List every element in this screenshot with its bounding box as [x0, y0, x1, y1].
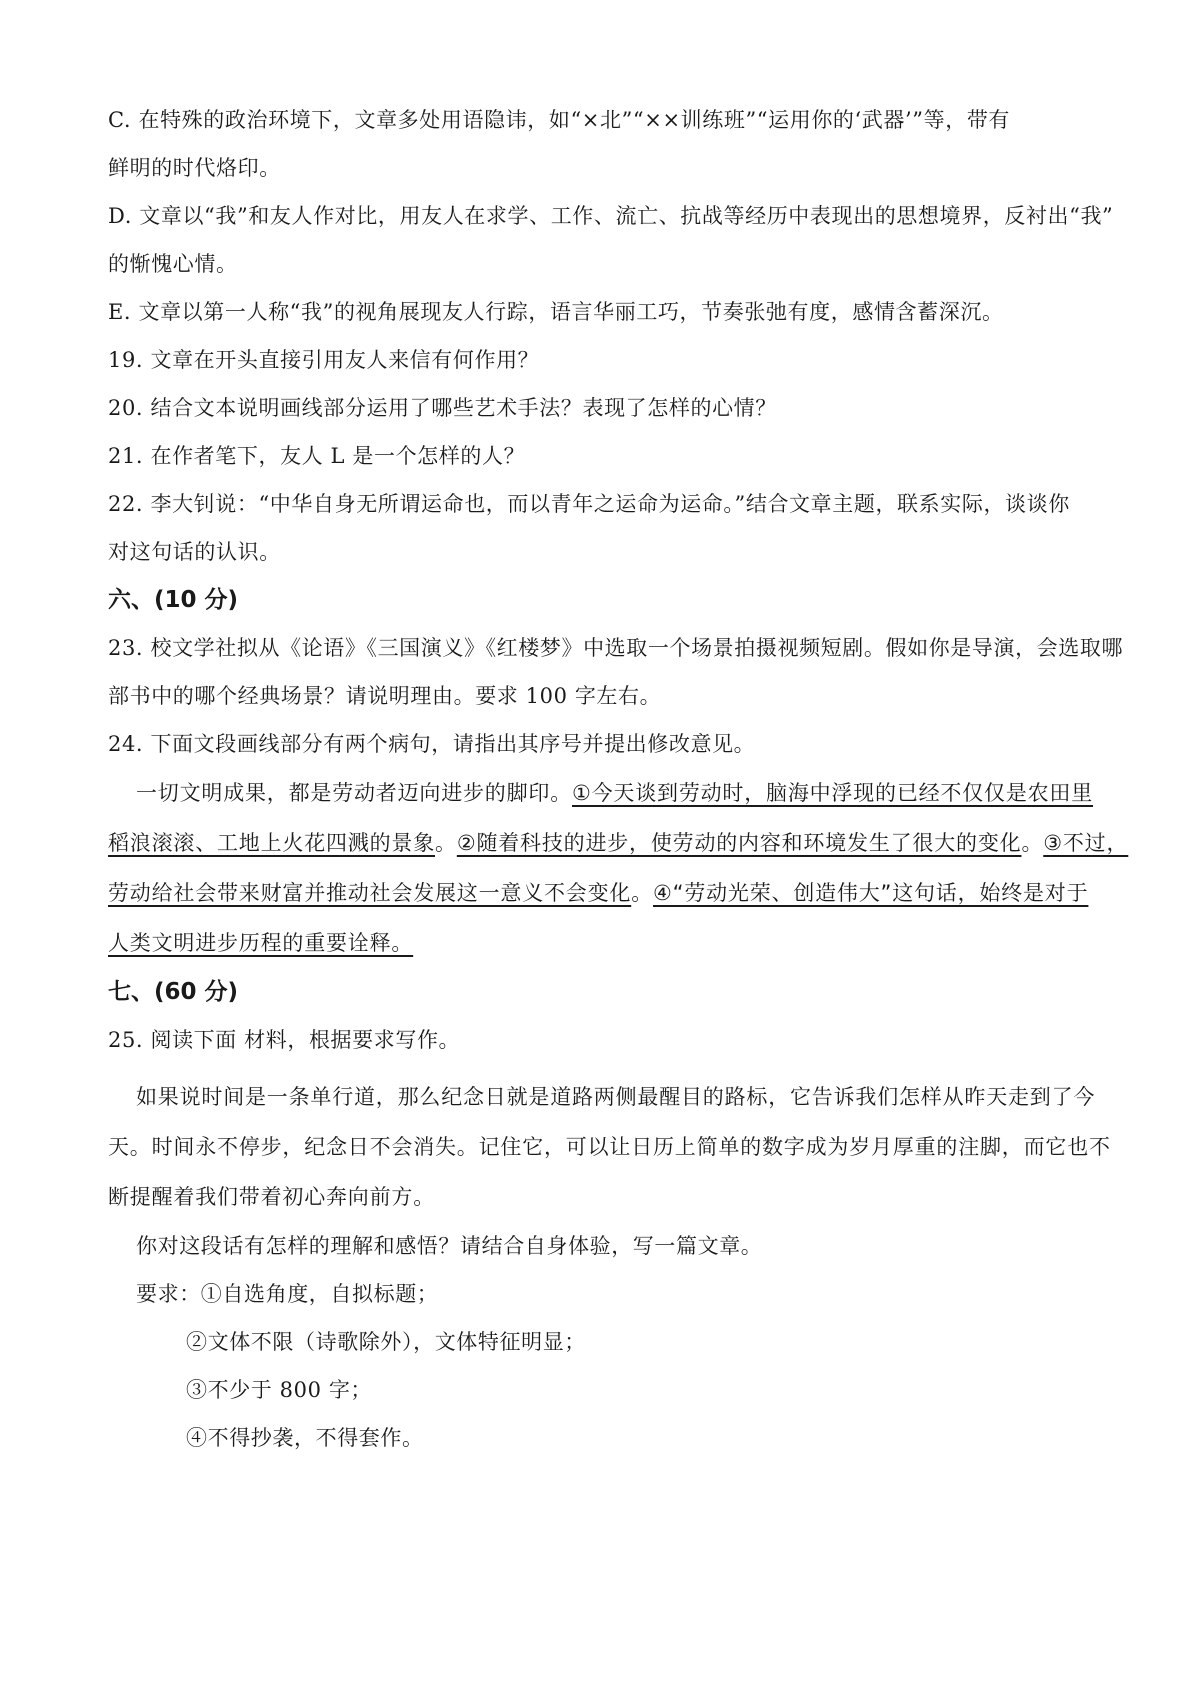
section-7-heading: 七、(60 分) [108, 979, 239, 1005]
passage-block [108, 768, 1129, 968]
question-22-line1: 22. 李大钊说：“中华自身无所谓运命也，而以青年之运命为运命。”结合文章主题，联系实际，谈谈你 [108, 492, 1070, 516]
option-d-line1: D. 文章以“我”和友人作对比，用友人在求学、工作、流亡、抗战等经历中表现出的思想境界，反衬出“我” [108, 204, 1114, 228]
requirement-4: ④不得抄袭，不得套作。 [186, 1426, 424, 1450]
material-line-2: 天。时间永不停步，纪念日不会消失。记住它，可以让日历上简单的数字成为岁月厚重的注脚，而它也不 [108, 1135, 1111, 1159]
requirement-2: ②文体不限（诗歌除外），文体特征明显； [186, 1330, 586, 1354]
passage-text: 一切文明成果，都是劳动者迈向进步的脚印。 [136, 781, 572, 805]
question-20: 20. 结合文本说明画线部分运用了哪些艺术手法？表现了怎样的心情？ [108, 396, 777, 420]
question-25: 25. 阅读下面 材料，根据要求写作。 [108, 1028, 461, 1052]
underlined-sentence-4-cont: 人类文明进步历程的重要诠释。 [108, 931, 414, 955]
passage-line-1 [108, 768, 1098, 818]
passage-line-4 [108, 918, 1098, 968]
requirement-1: 要求：①自选角度，自拟标题； [136, 1282, 439, 1306]
exam-page [108, 96, 1129, 1462]
option-e-line1: E. 文章以第一人称“我”的视角展现友人行踪，语言华丽工巧，节奏张弛有度，感情含蓄深沉。 [108, 300, 1004, 324]
underlined-sentence-2: ②随着科技的进步，使劳动的内容和环境发生了很大的变化 [456, 831, 1022, 855]
passage-text: 。 [631, 881, 654, 905]
question-19: 19. 文章在开头直接引用友人来信有何作用？ [108, 348, 540, 372]
passage-text: 。 [1021, 831, 1044, 855]
underlined-sentence-3-cont: 劳动给社会带来财富并推动社会发展这一意义不会变化 [108, 881, 632, 905]
section-6-heading: 六、(10 分) [108, 587, 239, 613]
writing-prompt: 你对这段话有怎样的理解和感悟？请结合自身体验，写一篇文章。 [136, 1234, 763, 1258]
underlined-sentence-3: ③不过， [1043, 831, 1129, 855]
question-23-line1: 23. 校文学社拟从《论语》《三国演义》《红楼梦》中选取一个场景拍摄视频短剧。假如你是导演，会选取哪 [108, 636, 1124, 660]
option-d-line2: 的惭愧心情。 [108, 252, 238, 276]
question-21: 21. 在作者笔下，友人 L 是一个怎样的人？ [108, 444, 526, 468]
material-line-3: 断提醒着我们带着初心奔向前方。 [108, 1185, 435, 1209]
option-c-line1: C. 在特殊的政治环境下，文章多处用语隐讳，如“×北”“××训练班”“运用你的‘武器’”等，带有 [108, 108, 1011, 132]
passage-line-3 [108, 868, 1098, 918]
passage-line-2 [108, 818, 1129, 868]
underlined-sentence-4: ④“劳动光荣、创造伟大”这句话，始终是对于 [653, 881, 1089, 905]
underlined-sentence-1-cont: 稻浪滚滚、工地上火花四溅的景象 [108, 831, 435, 855]
question-22-line2: 对这句话的认识。 [108, 540, 281, 564]
material-line-1: 如果说时间是一条单行道，那么纪念日就是道路两侧最醒目的路标，它告诉我们怎样从昨天走到了今 [136, 1085, 1096, 1109]
requirement-3: ③不少于 800 字； [186, 1378, 373, 1402]
underlined-sentence-1: ①今天谈到劳动时，脑海中浮现的已经不仅仅是农田里 [572, 781, 1094, 805]
option-c-line2: 鲜明的时代烙印。 [108, 156, 281, 180]
question-24: 24. 下面文段画线部分有两个病句，请指出其序号并提出修改意见。 [108, 732, 756, 756]
question-23-line2: 部书中的哪个经典场景？请说明理由。要求 100 字左右。 [108, 684, 662, 708]
passage-text: 。 [435, 831, 457, 855]
